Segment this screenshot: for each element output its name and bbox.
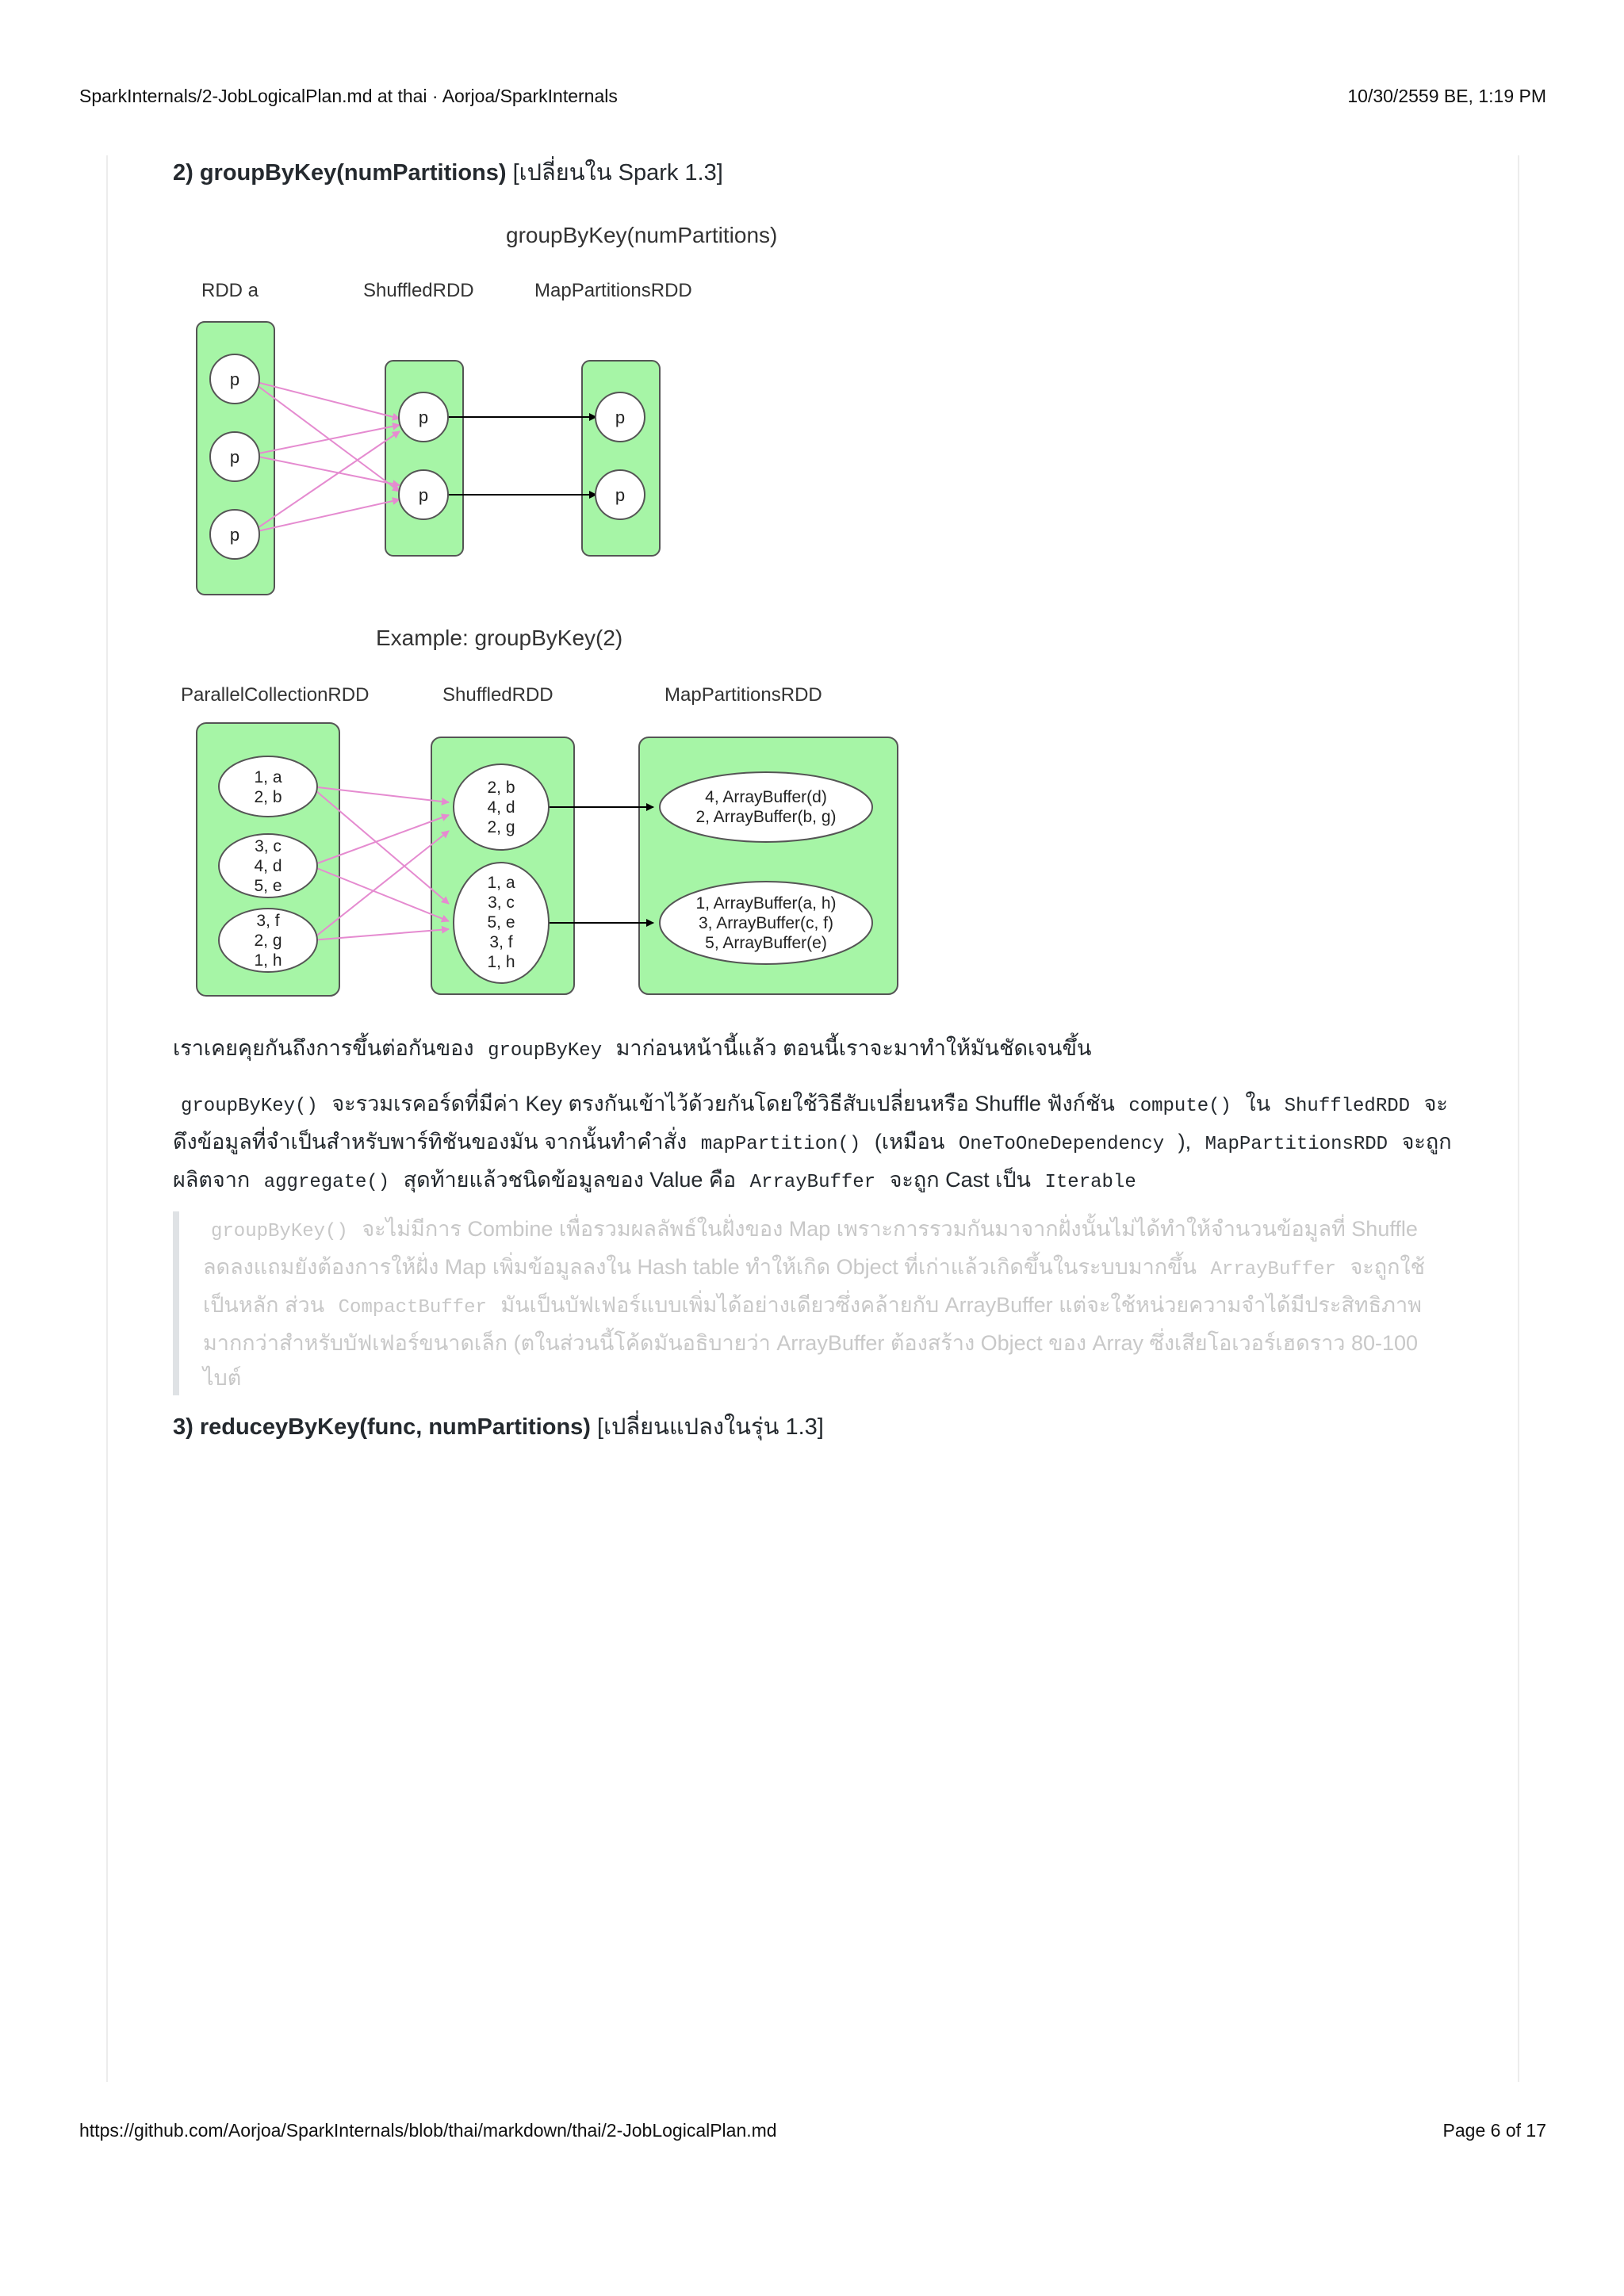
inline-code: CompactBuffer: [338, 1297, 487, 1318]
diagram2-source-partition: [219, 756, 317, 817]
diagram2-record: 4, d: [487, 798, 515, 817]
section-note: [เปลี่ยนแปลงในรุ่น 1.3]: [597, 1414, 824, 1440]
diagram2-record: 4, ArrayBuffer(d): [705, 788, 827, 806]
diagram2-map-partition: [660, 772, 872, 842]
paragraph-text: ),: [1178, 1130, 1192, 1154]
print-header-title: SparkInternals/2-JobLogicalPlan.md at thai · Aorjoa/SparkInternals: [79, 86, 618, 106]
diagram2-record: 3, ArrayBuffer(c, f): [699, 914, 833, 932]
diagram2-record: 3, f: [489, 933, 513, 951]
inline-code: OneToOneDependency: [958, 1134, 1165, 1155]
inline-code: mapPartition(): [700, 1134, 861, 1155]
print-header-datetime: 10/30/2559 BE, 1:19 PM: [1347, 86, 1546, 106]
inline-code: groupByKey: [488, 1040, 603, 1062]
quote-text: จะถูกใช้เป็นหลัก ส่วน: [203, 1255, 1426, 1317]
diagram2-col-label-parallel: ParallelCollectionRDD: [181, 684, 370, 706]
paragraph-text: จะดึงข้อมูลที่จำเป็นสำหรับพาร์ทิชันของมัน จากนั้นทำคำสั่ง: [173, 1092, 1448, 1154]
paragraph-text: จะถูก Cast เป็น: [889, 1168, 1031, 1192]
diagram2-col-label-shuffled: ShuffledRDD: [442, 684, 553, 706]
diagram2-record: 1, a: [254, 768, 282, 786]
diagram1-partition-label: p: [229, 525, 240, 545]
diagram2-title: Example: groupByKey(2): [376, 626, 623, 650]
diagram2-record: 3, c: [255, 837, 282, 855]
inline-code: groupByKey(): [181, 1096, 318, 1117]
diagram2-record: 1, a: [487, 874, 515, 892]
diagram2-record: 2, b: [487, 779, 515, 797]
paragraph-intro: [173, 1031, 1457, 1069]
diagram2-record: 2, g: [487, 818, 515, 836]
blockquote-note: [173, 1211, 1440, 1395]
quote-text: จะไม่มีการ Combine เพื่อรวมผลลัพธ์ในฝั่งของ Map เพราะการรวมกันมาจากฝั่งนั้นไม่ได้ทำให้จำนวนข้อมูลที่ Shuffle ลดลงแถมยังต้องการให้ฝั่ง Map เพิ่มข้อมูลลงใน Hash table ทำให้เกิด Object ที่เก่าแล้วเกิดขึ้นในระบบมากขึ้น: [203, 1217, 1418, 1279]
diagram2-record: 3, f: [256, 912, 280, 930]
paragraph-text: (เหมือน: [874, 1130, 945, 1154]
paragraph-text: สุดท้ายแล้วชนิดข้อมูลของ Value คือ: [403, 1168, 737, 1192]
diagram2-record: 5, ArrayBuffer(e): [705, 934, 827, 952]
inline-code: ArrayBuffer: [1210, 1259, 1336, 1280]
inline-code: MapPartitionsRDD: [1205, 1134, 1388, 1155]
inline-code: Iterable: [1044, 1172, 1136, 1193]
groupbykey-diagram: [167, 208, 944, 1001]
footer-url-link[interactable]: https://github.com/Aorjoa/SparkInternals/blob/thai/markdown/thai/2-JobLogicalPlan.md: [79, 2120, 777, 2141]
diagram2-record: 2, g: [254, 932, 282, 950]
inline-code: compute(): [1128, 1096, 1231, 1117]
diagram1-mappartitions-box: [582, 361, 660, 556]
diagram1-partition-label: p: [418, 408, 429, 427]
section-title: 3) reduceyByKey(func, numPartitions): [173, 1414, 591, 1440]
diagram1-partition-label: p: [229, 447, 240, 467]
diagram2-record: 1, h: [487, 953, 515, 971]
section-note: [เปลี่ยนใน Spark 1.3]: [512, 160, 723, 186]
diagram2-record: 3, c: [488, 894, 515, 912]
diagram1-partition-label: p: [229, 369, 240, 389]
section-heading-reducebykey: [173, 1411, 824, 1443]
quote-text: มันเป็นบัฟเฟอร์แบบเพิ่มได้อย่างเดียวซึ่งคล้ายกับ ArrayBuffer แต่จะใช้หน่วยความจำได้มีประสิทธิภาพมากกว่าสำหรับบัฟเฟอร์ขนาดเล็ก (ตในส่วนนี้โค้ดมันอธิบายว่า ArrayBuffer ต้องสร้าง Object ของ Array ซึ่งเสียโอเวอร์เฮดราว 80-100 ไบต์: [203, 1293, 1422, 1390]
inline-code: ShuffledRDD: [1284, 1096, 1411, 1117]
diagram1-col-label-rdd-a: RDD a: [201, 280, 259, 301]
diagram-svg: [167, 208, 944, 1001]
diagram1-title: groupByKey(numPartitions): [506, 223, 778, 247]
diagram2-record: 1, ArrayBuffer(a, h): [695, 894, 837, 913]
paragraph-text: จะรวมเรคอร์ดที่มีค่า Key ตรงกันเข้าไว้ด้วยกันโดยใช้วิธีสับเปลี่ยนหรือ Shuffle ฟังก์ชัน: [331, 1092, 1115, 1115]
footer-page-number: Page 6 of 17: [1442, 2120, 1546, 2141]
section-heading-groupbykey: [173, 157, 723, 189]
diagram2-record: 2, b: [254, 788, 282, 806]
diagram1-partition-label: p: [615, 408, 626, 427]
section-title: 2) groupByKey(numPartitions): [173, 160, 507, 186]
diagram1-partition-label: p: [615, 485, 626, 505]
paragraph-groupbykey-explanation: [173, 1086, 1457, 1200]
diagram1-col-label-mappartitions: MapPartitionsRDD: [534, 280, 692, 301]
inline-code: groupByKey(): [211, 1221, 348, 1242]
diagram1-map-arrows: [441, 417, 596, 495]
paragraph-text: มาก่อนหน้านี้แล้ว ตอนนี้เราจะมาทำให้มันชัดเจนขึ้น: [615, 1036, 1092, 1060]
diagram2-record: 4, d: [254, 857, 282, 875]
inline-code: aggregate(): [263, 1172, 390, 1193]
paragraph-text: เราเคยคุยกันถึงการขึ้นต่อกันของ: [173, 1036, 474, 1060]
diagram1-shuffled-box: [385, 361, 463, 556]
diagram2-col-label-mappartitions: MapPartitionsRDD: [665, 684, 822, 706]
print-footer: [79, 2120, 1546, 2141]
diagram2-record: 1, h: [254, 951, 282, 970]
inline-code: ArrayBuffer: [749, 1172, 876, 1193]
diagram2-record: 2, ArrayBuffer(b, g): [695, 808, 837, 826]
print-header: [79, 86, 1546, 107]
diagram1-col-label-shuffled: ShuffledRDD: [363, 280, 474, 301]
diagram2-record: 5, e: [254, 877, 282, 895]
diagram1-partition-label: p: [418, 485, 429, 505]
paragraph-text: ใน: [1245, 1092, 1271, 1115]
diagram2-record: 5, e: [487, 913, 515, 932]
paragraph-text: จะถูกผลิตจาก: [173, 1130, 1452, 1192]
